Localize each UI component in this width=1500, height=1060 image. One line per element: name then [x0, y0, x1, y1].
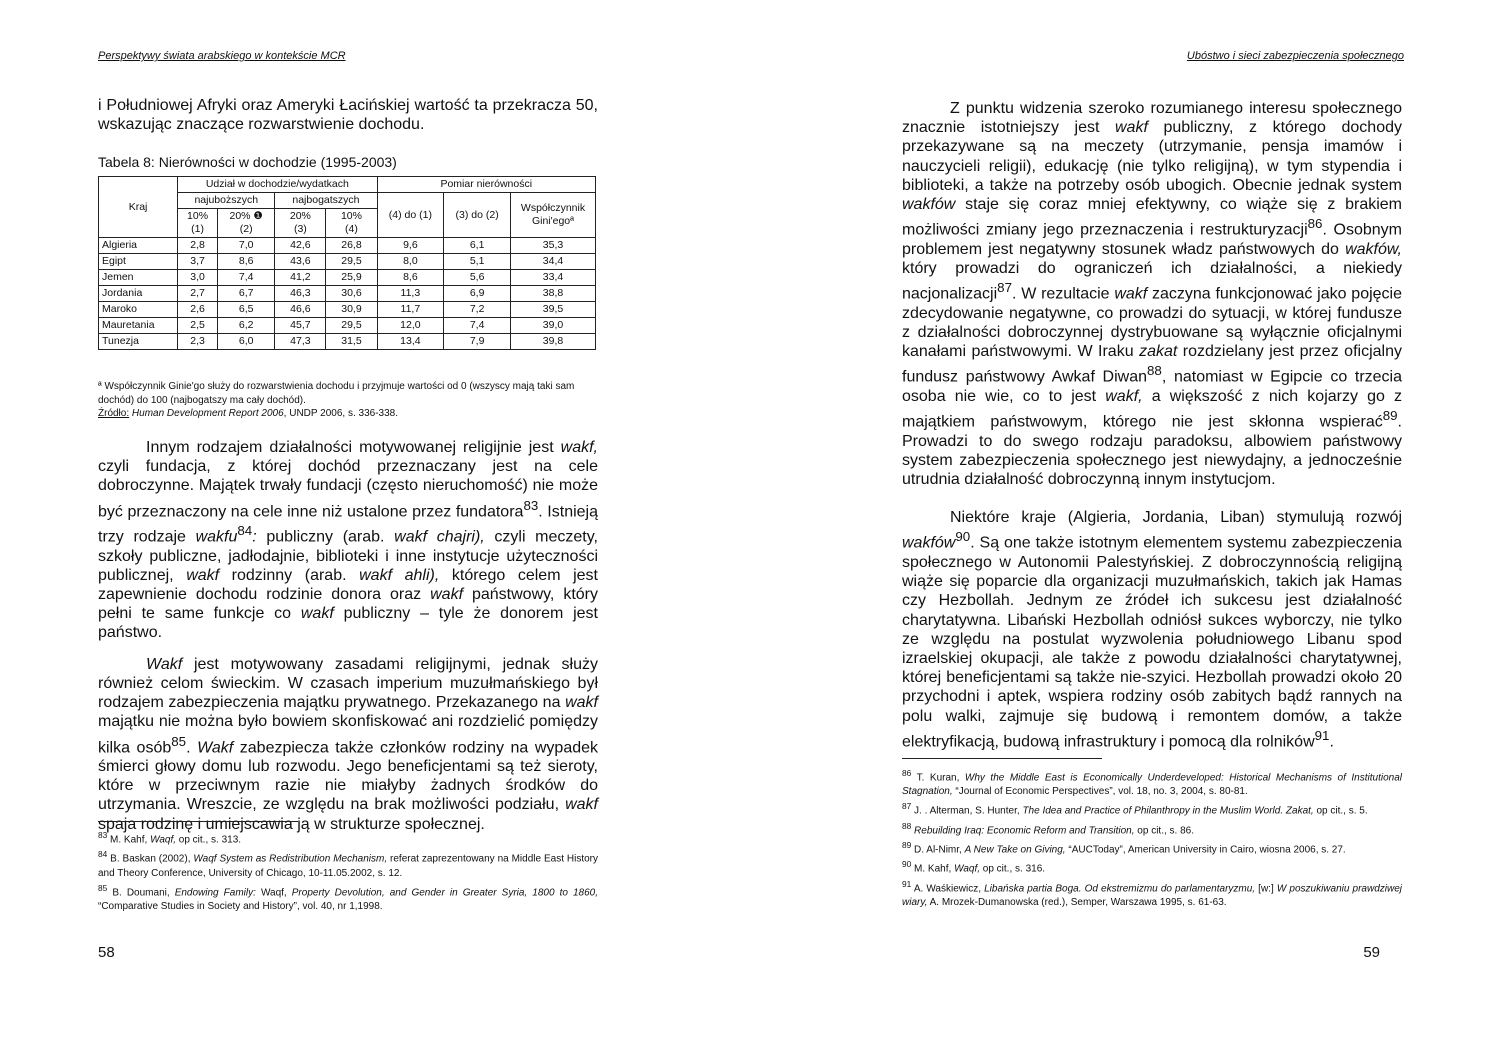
right-body: [902, 99, 1402, 751]
header-col1: 10% (1): [178, 209, 218, 238]
paragraph: Niektóre kraje (Algieria, Jordania, Liban) stymulują rozwój wakfów$^{90}$. Są one także istotnym elementem systemu zabezpieczenia społecznego w Autonomii Palestyńskiej. Z dobroczynnością religijną wiąże się poparcie dla organizacji muzułmańskich, takich jak Hamas czy Hezbollah. Jednym ze źródeł ich sukcesu jest działalność charytatywna. Libański Hezbollah odniósł sukces wyborczy, nie tylko ze względu na postulat wyzwolenia południowego Libanu spod izraelskiej okupacji, ale także z powodu działalności charytatywnej, której beneficjentami są także nie-szyici. Hezbollah prowadzi około 20 przychodni i aptek, wspiera rodziny osób zabitych bądź rannych na polu walki, zajmuje się budową i remontem domów, a także elektryfikacją, budową infrastruktury i pomocą dla rolników$^{91}$.: [902, 509, 1402, 751]
footnote: $^{88}$ Rebuilding Iraq: Economic Reform and Transition, op cit., s. 86.: [902, 820, 1195, 836]
footnote: $^{86}$ T. Kuran, Why the Middle East is Economically Underdeveloped: Historical Mechanisms of Institutional Stagnation, “Journal of Economic Perspectives”, vol. 18, no. 3, 2004, s. 80-81.: [902, 768, 1402, 798]
footnote: $^{85}$ B. Doumani, Endowing Family: Waqf, Property Devolution, and Gender in Greater Syria, 1800 to 1860, “Comparative Studies in Society and History”, vol. 40, nr 1,1998.: [98, 882, 598, 912]
header-inequality: Pomiar nierówności: [377, 177, 595, 193]
footnote: $^{84}$ B. Baskan (2002), Waqf System as Redistribution Mechanism, referat zaprezentowany na Middle East History and Theory Conference, University of Chicago, 10-11.05.2002, s. 12.: [98, 849, 598, 879]
running-head-left: Perspektywy świata arabskiego w kontekście MCR: [98, 50, 346, 62]
table-row: Mauretania 2,5 6,2 45,7 29,5 12,0 7,4 39,0: [99, 318, 596, 334]
footnote: $^{91}$ A. Waśkiewicz, Libańska partia Boga. Od ekstremizmu do parlamentaryzmu, [w:] W poszukiwaniu prawdziwej wiary, A. Mrozek-Dumanowska (red.), Semper, Warszawa 1995, s. 61-63.: [902, 878, 1402, 908]
footnote: $^{90}$ M. Kahf, Waqf, op cit., s. 316.: [902, 859, 1046, 875]
paragraph: Z punktu widzenia szeroko rozumianego interesu społecznego znacznie istotniejszy jest wakf publiczny, z którego dochody przekazywane są na meczety (utrzymanie, pensja imamów i nauczycieli religii), edukację (nie tylko religijną), w tym stypendia i biblioteki, a także na potrzeby osób ubogich. Obecnie jednak system wakfów staje się coraz mniej efektywny, co wiąże się z brakiem możliwości zmiany jego przeznaczenia i restrukturyzacji$^{86}$. Osobnym problemem jest negatywny stosunek władz państwowych do wakfów, który prowadzi do ograniczeń ich działalności, a niekiedy nacjonalizacji$^{87}$. W rezultacie wakf zaczyna funkcjonować jako pojęcie zdecydowanie negatywne, co prowadzi do sytuacji, w której fundusze z działalności dobroczynnej dystrybuowane są wyłącznie oficjalnymi kanałami państwowymi. W Iraku zakat rozdzielany jest przez oficjalny fundusz państwowy Awkaf Diwan$^{88}$, natomiast w Egipcie co trzecia osoba nie wie, co to jest wakf, a większość z nich kojarzy go z majątkiem państwowym, którego nie jest skłonna wspierać$^{89}$. Prowadzi to do swego rodzaju paradoksu, albowiem państwowy system zabezpieczenia społecznego jest niewydajny, a jednocześnie utrudnia działalność dobroczynną innym instytucjom.: [902, 100, 1403, 488]
table-row: Jemen 3,0 7,4 41,2 25,9 8,6 5,6 33,4: [99, 270, 596, 286]
page-number-right: 59: [1363, 944, 1380, 961]
running-head-right: Ubóstwo i sieci zabezpieczenia społecznego: [1186, 50, 1404, 62]
header-ratio-3-2: (3) do (2): [444, 193, 511, 238]
footnote: $^{83}$ M. Kahf, Waqf, op cit., s. 313.: [98, 830, 242, 846]
table-caption: Tabela 8: Nierówności w dochodzie (1995-2003): [98, 154, 397, 170]
left-footnotes: [98, 828, 598, 914]
header-poorest: najuboższych: [178, 193, 275, 209]
header-col2: 20% ❶ (2): [217, 209, 274, 238]
left-body: [98, 438, 598, 834]
right-page: [750, 0, 1500, 1060]
table-row: Egipt 3,7 8,6 43,6 29,5 8,0 5,1 34,4: [99, 254, 596, 270]
paragraph: Wakf jest motywowany zasadami religijnymi, jednak służy również celom świeckim. W czasach imperium muzułmańskiego był rodzajem zabezpieczenia majątku prywatnego. Przekazanego na wakf majątku nie można było bowiem skonfiskować ani rozdzielić pomiędzy kilka osób$^{85}$. Wakf zabezpiecza także członków rodziny na wypadek śmierci głowy domu lub rozwodu. Jego beneficjentami są też sieroty, które w przeciwnym razie nie miałyby żadnych środków do utrzymania. Wreszcie, ze względu na brak możliwości podziału, wakf spaja rodzinę i umiejscawia ją w strukturze społecznej.: [98, 655, 599, 833]
intro-paragraph: i Południowej Afryki oraz Ameryki Łacińskiej wartość ta przekracza 50, wskazując znaczące rozwarstwienie dochodu.: [98, 97, 598, 134]
right-footnotes: [902, 766, 1402, 910]
page-number-left: 58: [98, 944, 115, 961]
table-row: Jordania 2,7 6,7 46,3 30,6 11,3 6,9 38,8: [99, 286, 596, 302]
table-source: Źródło: Human Development Report 2006, UNDP 2006, s. 336-338.: [98, 408, 398, 419]
inequality-table: [98, 176, 596, 350]
header-ratio-4-1: (4) do (1): [377, 193, 444, 238]
table-row: Tunezja 2,3 6,0 47,3 31,5 13,4 7,9 39,8: [99, 334, 596, 350]
table-row: Algieria 2,8 7,0 42,6 26,8 9,6 6,1 35,3: [99, 238, 596, 254]
gini-note: ª Współczynnik Ginie'go służy do rozwarstwienia dochodu i przyjmuje wartości od 0 (wszyscy mają taki sam dochód) do 100 (najbogatszy ma cały dochód).: [98, 381, 575, 406]
header-col4: 10% (4): [326, 209, 377, 238]
header-richest: najbogatszych: [275, 193, 377, 209]
footnote-rule: [98, 821, 298, 822]
header-col3: 20% (3): [275, 209, 326, 238]
header-kraj: Kraj: [99, 177, 178, 238]
footnote: $^{87}$ J. . Alterman, S. Hunter, The Idea and Practice of Philanthropy in the Muslim World. Zakat, op cit., s. 5.: [902, 801, 1368, 817]
paragraph: Innym rodzajem działalności motywowanej religijnie jest wakf, czyli fundacja, z której dochód przeznaczany jest na cele dobroczynne. Majątek trwały fundacji (często nieruchomość) nie może być przeznaczony na cele inne niż ustalone przez fundatora$^{83}$. Istnieją trzy rodzaje wakfu$^{84}$: publiczny (arab. wakf chajri), czyli meczety, szkoły publiczne, jadłodajnie, biblioteki i inne instytucje użyteczności publicznej, wakf rodzinny (arab. wakf ahli), którego celem jest zapewnienie dochodu rodzinie donora oraz wakf państwowy, który pełni te same funkcje co wakf publiczny – tyle że donorem jest państwo.: [98, 439, 599, 642]
table-note: [98, 380, 598, 421]
footnote: $^{89}$ D. Al-Nimr, A New Take on Giving, “AUCToday”, American University in Cairo, wiosna 2006, s. 27.: [902, 839, 1346, 856]
header-share: Udział w dochodzie/wydatkach: [178, 177, 377, 193]
table-row: Maroko 2,6 6,5 46,6 30,9 11,7 7,2 39,5: [99, 302, 596, 318]
header-gini: Współczynnik Gini'egoª: [511, 193, 596, 238]
footnote-rule: [902, 758, 1102, 759]
